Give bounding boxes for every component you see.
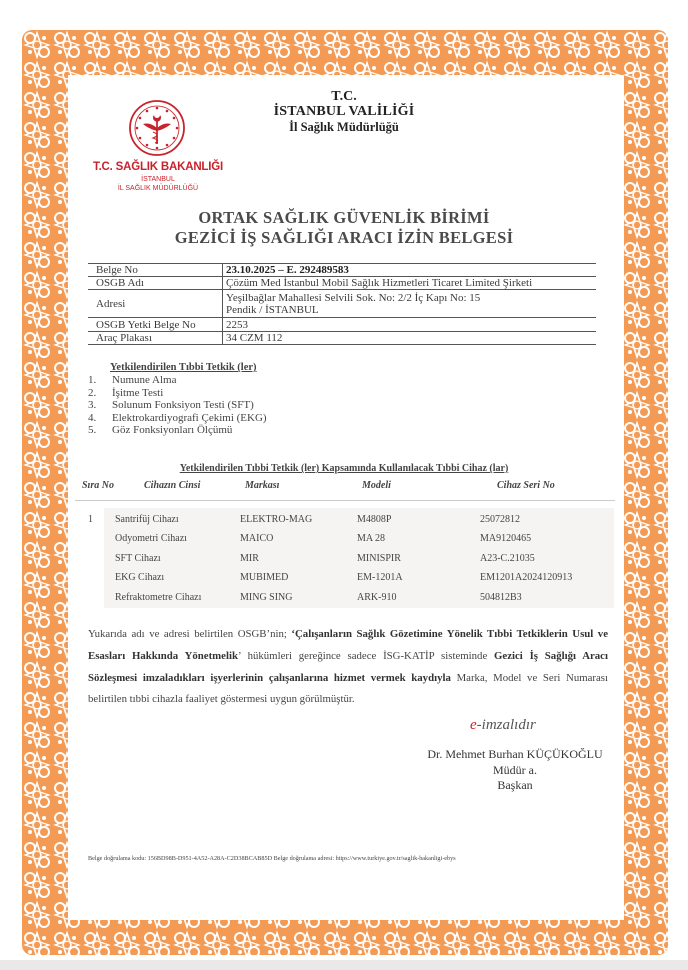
address-line1: Yeşilbağlar Mahallesi Selvili Sok. No: 2/2 İç Kapı No: 15 <box>226 291 481 304</box>
info-label: Araç Plakası <box>88 332 223 345</box>
devices-title: Yetkilendirilen Tıbbi Tetkik (ler) Kapsamında Kullanılacak Tıbbi Cihaz (lar) <box>179 463 509 474</box>
info-value: 34 CZM 112 <box>223 332 597 345</box>
approval-paragraph: Yukarıda adı ve adresi belirtilen OSGB’nin; ‘Çalışanların Sağlık Gözetimine Yönelik Tıbbi Tetkiklerin Usul ve Esasları Hakkında Yönetmelik’ hükümleri gereğince sadece İSG-KATİP sisteminde Gezici İş Sağlığı Aracı Sözleşmesi imzaladıkları işyerlerinin çalışanlarına hizmet vermek kaydıyla Marka, Model ve Seri Numarası belirtilen tıbbi cihazla faaliyet göstermesi uygun görülmüştür. <box>88 628 608 706</box>
info-row-authorization-no <box>88 318 596 332</box>
test-item: 4. Elektrokardiyografi Çekimi (EKG) <box>88 411 267 424</box>
info-label: OSGB Yetki Belge No <box>88 318 223 332</box>
ministry-of-health-emblem-icon <box>128 98 186 158</box>
info-row-plate <box>88 332 596 345</box>
info-value: 2253 <box>223 318 597 332</box>
col-header-model: Modeli <box>362 480 391 491</box>
info-row-belge-no <box>88 264 596 277</box>
ministry-name: T.C. SAĞLIK BAKANLIĞI <box>93 161 223 173</box>
verification-footer: Belge doğrulama kodu: 156BD98B-D951-4A52-A28A-C2D38BCAB85D Belge doğrulama adresi: https://www.turkiye.gov.tr/saglik-bakanligi-ebys <box>88 855 456 862</box>
info-row-address <box>88 290 596 318</box>
e-signature-mark: e-imzalıdır <box>470 717 536 733</box>
col-header-type: Cihazın Cinsi <box>144 480 201 491</box>
info-table <box>88 263 596 345</box>
header-directorate: İl Sağlık Müdürlüğü <box>289 120 399 134</box>
test-item: 5. Göz Fonksiyonları Ölçümü <box>88 424 233 436</box>
info-label: Belge No <box>88 264 223 277</box>
header-tc: T.C. <box>331 89 357 104</box>
col-header-brand: Markası <box>245 480 280 491</box>
test-item: 2. İşitme Testi <box>88 386 164 399</box>
header-governorship: İSTANBUL VALİLİĞİ <box>273 104 415 119</box>
signatory-title: Müdür a. <box>493 763 537 777</box>
info-label: OSGB Adı <box>88 277 223 290</box>
tests-title: Yetkilendirilen Tıbbi Tetkik (ler) <box>110 362 257 373</box>
viewer-bottom-bar <box>0 960 688 970</box>
test-item: 1. Numune Alma <box>88 374 177 386</box>
info-label: Adresi <box>88 290 223 318</box>
tests-list <box>88 374 267 437</box>
document-title-line2: GEZİCİ İŞ SAĞLIĞI ARACI İZİN BELGESİ <box>174 228 514 247</box>
col-header-serial: Cihaz Seri No <box>497 480 555 491</box>
address-line2: Pendik / İSTANBUL <box>226 303 319 316</box>
signatory-role: Başkan <box>497 778 533 792</box>
info-row-osgb-name <box>88 277 596 290</box>
divider <box>75 500 615 501</box>
info-value: Çözüm Med İstanbul Mobil Sağlık Hizmetleri Ticaret Limited Şirketi <box>223 277 597 290</box>
ministry-city: İSTANBUL <box>141 176 175 183</box>
e-signature-icon: e <box>470 717 477 733</box>
col-header-no: Sıra No <box>82 480 114 491</box>
info-value: 23.10.2025 – E. 292489583 <box>223 264 597 277</box>
document-title-line1: ORTAK SAĞLIK GÜVENLİK BİRİMİ <box>198 208 490 227</box>
info-value <box>223 290 597 318</box>
signatory-name: Dr. Mehmet Burhan KÜÇÜKOĞLU <box>427 747 603 761</box>
test-item: 3. Solunum Fonksiyon Testi (SFT) <box>88 399 254 411</box>
ministry-directorate: İL SAĞLIK MÜDÜRLÜĞÜ <box>117 185 199 192</box>
